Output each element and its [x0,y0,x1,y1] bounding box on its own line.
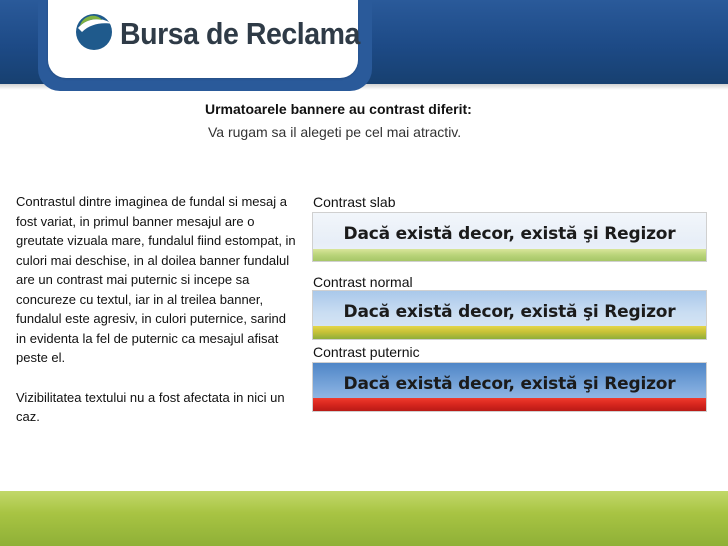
banner-label-normal: Contrast normal [313,274,413,290]
banner-normal-contrast[interactable] [312,290,707,340]
banner-field [313,326,706,339]
banner-text: Dacă există decor, există şi Regizor [343,224,676,244]
footer-band [0,491,728,546]
banner-label-weak: Contrast slab [313,194,396,210]
banner-field [313,398,706,411]
page-title: Urmatoarele bannere au contrast diferit: [205,101,472,117]
banner-strong-contrast[interactable] [312,362,707,412]
banner-weak-contrast[interactable] [312,212,707,262]
banner-text: Dacă există decor, există şi Regizor [343,374,676,394]
banner-text: Dacă există decor, există şi Regizor [343,302,676,322]
description [16,192,298,447]
page-subtitle: Va rugam sa il alegeti pe cel mai atractiv. [208,124,462,140]
banner-field [313,249,706,261]
brand-name: Bursa de Reclama [120,16,360,51]
banner-label-strong: Contrast puternic [313,344,420,360]
description-paragraph: Contrastul dintre imaginea de fundal si mesaj a fost variat, in primul banner mesajul are o greutate vizuala mare, fundalul fiind estompat, in culori mai deschise, in al doilea banner fundalul are un contrast mai puternic si incepe sa concureze cu textul, iar in al treilea banner, fundalul este agresiv, in culori puternice, sarind in evidenta la fel de puternic ca mesajul afisat peste el. [16,194,296,365]
description-note: Vizibilitatea textului nu a fost afectata in nici un caz. [16,389,285,424]
brand-logo-icon [72,10,116,54]
